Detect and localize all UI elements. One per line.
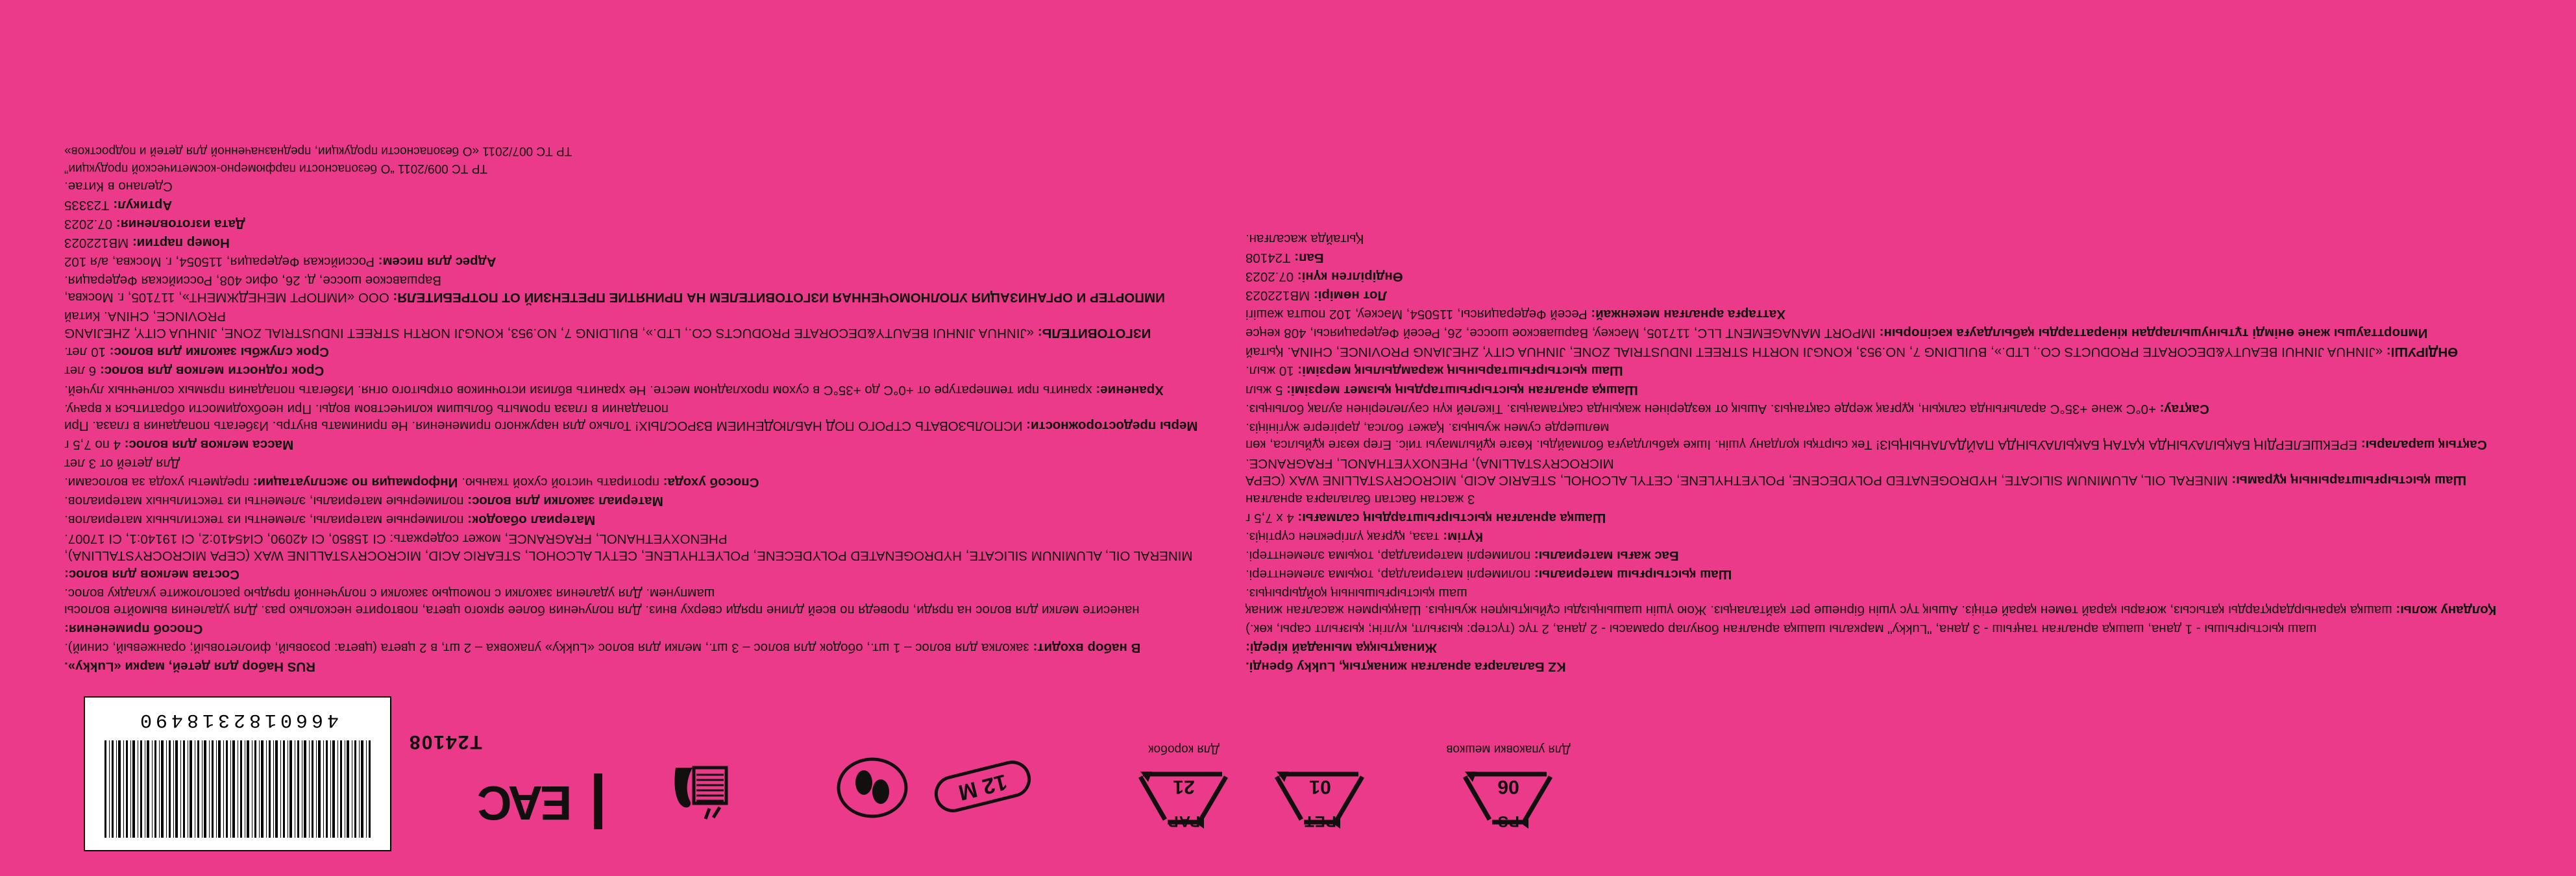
ru-made-in: Сделано в Китае.: [64, 179, 173, 195]
ru-batch-label: Номер партии:: [132, 236, 230, 251]
kz-set-text: шаш қыстырғышы - 1 дана, шашқа арналған таңғыш - 3 дана, "Lukky" маркалы шашқа арналған бояулар орамасы - 2 дана, 2 түс (түстер: қызғылт, күлгін; қызғылт сары, көк.): [1245, 621, 2317, 637]
kz-storage-text: +0°С және +35°С аралығында салқын, құрғақ жерде сақтаңыз. Ашық от көздерінен жақында сақтамаңыз. Тікелей күн сәулелерінен аулақ болыңыз.: [1245, 401, 2156, 417]
recycle-symbol-pap: [1122, 720, 1245, 834]
article-code: T24108: [408, 731, 482, 753]
ru-mass-value: 4 по 7,5 г: [64, 437, 121, 452]
kz-shelf-label: Шашқа арналған қыстырғыштардың қызмет мерзімі:: [1286, 382, 1638, 398]
symbols-strip: [84, 681, 2498, 857]
kz-chalkcomp-text: MINERAL OIL, ALUMINUM SILICATE, HYDROGENATED POLYDECENE, POLYETHYLENE, CETYL ALCOHOL, STEARIC ACID, MICROCRYSTALLINE WAX (СЕРА MICROCRYSTALLINA), PHENOXYETHANOL, FRAGRANCE.: [1245, 456, 2228, 488]
kz-address-label: Хаттарға арналған мекенжай:: [1591, 307, 1785, 322]
ru-article-label: Артикул:: [113, 198, 173, 213]
cosmetic-jar-icon: [830, 748, 914, 825]
read-instruction-icon: [655, 751, 733, 829]
ru-set-label: В набор входит:: [1033, 640, 1141, 655]
recycle-ps-name: PS: [1497, 812, 1520, 830]
ru-materials-label: Материал обаодок:: [467, 512, 596, 528]
ru-shelf-chalk-label: Срок годности мелков для волос:: [99, 363, 325, 379]
kz-date-value: 07.2023: [1245, 269, 1294, 285]
kz-shelf-value: 5 жыл: [1245, 382, 1283, 398]
ru-manuf-label: ИЗГОТОВИТЕЛЬ:: [1037, 326, 1151, 341]
ru-storage-text: хранить при температуре от +0°С до +35°С в сухом прохладном месте. Не хранить вблизи источников открытого огня. Избегать попадания прямых солнечных лучей.: [64, 382, 1092, 398]
recycle-ps-code: 06: [1497, 776, 1519, 797]
kz-safety-text: ЕРЕКШЕЛЕРДІҢ БАҚЫЛАУЫНДА ҚАТАҢ БАҚЫЛАУЫНДА ПАЙДАЛАНЫҢЫЗ! Тек сыртқы қолдану үшін. Ішке қабылдауға болмайды. Көзге құйылмауы тиіс. Егер көзге құйылса, көп мөлшерде сумен жуыңыз. Қажет болса, дәрігерге жүгініңіз.: [1245, 420, 2358, 452]
ru-date-label: Дата изготовления:: [116, 217, 245, 232]
kz-batch-value: MB122023: [1245, 288, 1310, 304]
ru-manual-text: предметы ухода за волосами.: [64, 474, 249, 490]
recycle-pet-name: PET: [1304, 812, 1336, 830]
ru-title: RUS Набор для детей, марки «Lukky».: [64, 659, 315, 674]
kz-care-text: таза, құрғақ үлгірекпен сүртіңіз.: [1245, 529, 1440, 544]
ru-address-text: Российская Федерация, 115054, г. Москва, а/я 102: [64, 254, 374, 270]
ru-composition-label: Состав мелков для волос:: [64, 566, 239, 582]
recycle-pap-name: PAP: [1167, 812, 1201, 830]
kz-chalk-text: полимерлі материалдар, тоқыма элементтері.: [1245, 566, 1531, 582]
kz-set-label: Жинақтыққа мынадай кіреді:: [1245, 640, 1437, 655]
kz-other-label: Бас жағы материалы:: [1534, 548, 1679, 563]
ru-materials-text: полимерные материалы, элементы из текстильных материалов.: [64, 512, 464, 528]
ru-manuf-text2: «JINHUA JINHUI BEAUTY&DECORATE PRODUCTS CO., LTD.», BUILDING 7, NO.953, KONGJI NORTH STREET INDUSTRIAL ZONE, JINHUA CITY, ZHEJIANG PROVINCE, CHINA. Китай: [64, 309, 1035, 341]
kz-shelf2-label: Шаш қыстырғыштарының жарамдылық мерзімі:: [1297, 363, 1623, 379]
ru-date-value: 07.2023: [64, 217, 113, 232]
ru-set-text: заколка для волос – 1 шт., ободок для волос – 3 шт., мелки для волос «Lukky» упаковка – 2 шт, в 2 цвета (цвета: розовый, фиолетовый; оранжевый, синий).: [64, 640, 1029, 655]
kz-date-label: Өндірілген күні:: [1297, 269, 1403, 285]
kz-ban-value: T24108: [1245, 250, 1291, 266]
kz-shelf2-value: 10 жыл.: [1245, 363, 1294, 379]
kz-chalk-label: Шаш қыстырғыш материалы:: [1534, 566, 1732, 582]
recycle-pap-code: 21: [1173, 776, 1195, 797]
barcode-number: 4660182318490: [136, 709, 339, 731]
kz-age-value: 4 х 7,5 г: [1245, 510, 1294, 526]
eac-icon: ЕАС: [480, 776, 572, 830]
ru-storage-label: Хранение:: [1096, 382, 1164, 398]
ru-tr-2: ТР ТС 007/2011 «О безопасности продукции, предназначенной для детей и подростков»: [64, 144, 572, 158]
kz-safety-label: Сақтық шаралары:: [2361, 437, 2487, 452]
kz-storage-label: Сақтау:: [2159, 401, 2209, 417]
ru-safety-label: Меры предосторожности:: [1026, 418, 1198, 433]
kz-usage-label: Қолдану жолы:: [2396, 602, 2497, 618]
kz-chalkcomp-label: Шаш қыстырғыштарының құрамы:: [2231, 472, 2467, 488]
kazakh-text-block: [1245, 228, 2518, 675]
recycle-ps-caption: Для упаковки мешков: [1446, 742, 1571, 756]
ru-importer-label: ИМПОРТЕР И ОРГАНИЗАЦИЯ УПОЛНОМОЧЕННАЯ ИЗГОТОВИТЕЛЕМ НА ПРИНЯТИЕ ПРЕТЕНЗИЙ ОТ ПОТРЕБИТЕЛЯ:: [393, 290, 1165, 306]
svg-text:12 M: 12 M: [955, 769, 1010, 805]
recycle-pap-caption: Для коробок: [1148, 742, 1220, 756]
kz-care-label: Күтім:: [1443, 529, 1483, 544]
ru-mass-label: Масса мелков для волос:: [124, 437, 294, 452]
kz-made-in: Қытайда жасалған.: [1245, 232, 1364, 247]
recycle-symbol-pet: [1258, 720, 1382, 834]
ru-hairclip-label: Материал заколки для волос:: [467, 493, 663, 509]
ru-shelf-chalk-value: 6 лет: [64, 363, 97, 379]
ru-care-label: Способ ухода:: [663, 474, 759, 490]
ru-composition-text: MINERAL OIL, ALUMINUM SILICATE, HYDROGENATED POLYDECENE, POLYETHYLENE, CETYL ALCOHOL, STEARIC ACID, MICROCRYSTALLINE WAX (СЕРА MICROCRYSTALLINA), PHENOXYETHANOL, FRAGRANCE, может содержать: CI 15850, CI 42090, CI45410:2, CI 19140:1, CI 17007.: [64, 531, 1193, 563]
kz-title: KZ Балаларға арналған жинақтық, Lukky бренді.: [1245, 659, 1566, 674]
ru-shelf-hair-value: 10 лет.: [64, 345, 106, 360]
ru-batch-value: MB122023: [64, 236, 129, 251]
ru-hairclip-text: полимерные материалы, элементы из текстильных материалов.: [64, 493, 464, 509]
ru-age: Для детей от 3 лет: [64, 456, 180, 471]
barcode: [84, 696, 391, 851]
barcode-bars: [104, 740, 371, 838]
ru-usage-label: Способ применения:: [64, 621, 203, 637]
kz-children: 3 жастан бастап балаларға арналған: [1245, 491, 1475, 507]
ru-shelf-hair-label: Срок службы заколки для волос:: [109, 345, 329, 360]
russian-text-block: [64, 141, 1207, 675]
ru-care-text: протирать чистой сухой тканью.: [461, 474, 659, 490]
recycle-pet-code: 01: [1309, 776, 1331, 797]
ru-usage-text: нанесите мелки для волос на пряди, проведя по всей длине пряди сверху вниз. Для получения более яркого цвета, повторите несколько раз. Для удаления вымойте волосы шампунем. Для удаления заколки с помощью заколки с полученной прядью расположите укладку волос.: [64, 585, 1140, 618]
kz-ban-label: Бап:: [1294, 250, 1324, 266]
ru-manuf: [64, 308, 1207, 341]
kz-batch-label: Лот нөмірі:: [1313, 288, 1387, 304]
ru-tr-1: ТР ТС 009/2011 “О безопасности парфюмерно-косметической продукции”: [64, 162, 487, 176]
kz-manuf-label: ӨНДІРУШІ:: [2386, 345, 2459, 360]
ru-address-label: Адрес для писем:: [378, 254, 497, 270]
kz-address-text: Ресей Федерациясы, 115054, Мәскеу, 102 пошта жәшігі: [1245, 307, 1588, 322]
kz-age-label: Шашқа арналған қыстырғыштардың салмағы:: [1297, 510, 1606, 526]
ru-importer-text: ООО «ИМПОРТ МЕНЕДЖМЕНТ», 117105, г. Москва, Варшавское шоссе, д. 26, офис 408, Российская Федерация.: [64, 273, 442, 306]
ru-safety-text: ИСПОЛЬЗОВАТЬ СТРОГО ПОД НАБЛЮДЕНИЕМ ВЗРОСЛЫХ! Только для наружного применения. Не принимать внутрь. Избегать попадания в глаза. При попадании в глаза промыть большим количеством воды. При необходимости обратиться к врачу.: [64, 401, 1023, 433]
kz-importer-label: Импорттаушы және өнімді тұтынушылардан кінәраттарды қабылдауға кәсіпорын:: [1879, 326, 2428, 341]
kz-manuf-text: «JINHUA JINHUI BEAUTY&DECORATE PRODUCTS CO., LTD.», BUILDING 7, NO.953, KONGJI NORTH STREET INDUSTRIAL ZONE, JINHUA CITY, ZHEJIANG PROVINCE, CHINA. Қытай: [1245, 345, 2383, 360]
kz-usage-text: шашқа қаранырдарқтарды қатысыз, жоғары қарай төмен қарай етіңіз. Ашық түс үшін бірнеше рет қайталаңыз. Жою үшін шашыңызды сұйықтықпен жуыңыз. Шаңқырмен жасалған жинақ шаш қыстырғышының қойдырыңыз.: [1245, 585, 2392, 618]
ru-manual-label: Информация по эксплуатации:: [252, 474, 458, 490]
recycle-symbol-ps: [1447, 720, 1570, 834]
kz-importer-text: IMPORT MANAGEMENT LLC, 117105, Мәскеу, Варшавское шоссе, 26, Ресей Федерациясы, 408 кеңсе: [1245, 326, 1876, 341]
kz-other-text: полимерлі материалдар, тоқыма элементтері.: [1245, 548, 1531, 563]
period-after-opening-icon: [927, 748, 1038, 825]
ru-article-value: T23335: [64, 198, 110, 213]
